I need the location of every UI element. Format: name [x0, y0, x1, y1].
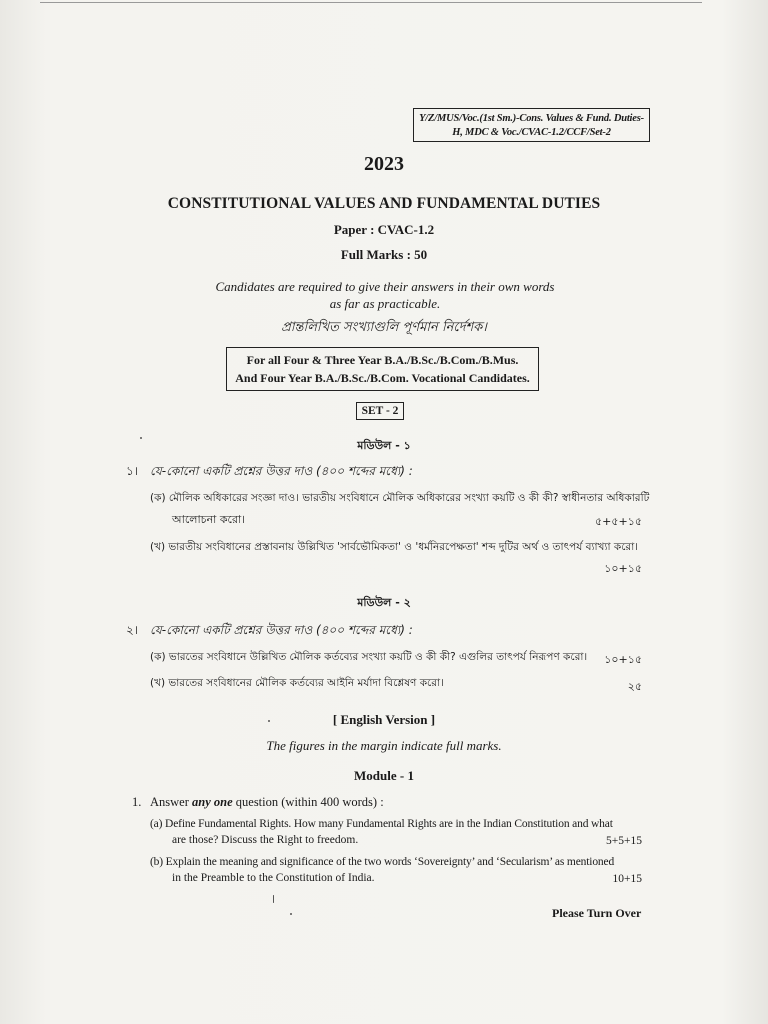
full-marks: Full Marks : 50 — [340, 247, 428, 262]
scan-speck — [268, 720, 270, 722]
english-q1b-line-1: (b) Explain the meaning and significance of the two words ‘Sovereignty’ and ‘Secularism’ as mentioned — [150, 856, 615, 868]
english-q1a-line-2: are those? Discuss the Right to freedom. — [172, 834, 359, 846]
paper-code: Paper : CVAC-1.2 — [333, 222, 435, 237]
bengali-q2-text: যে-কোনো একটি প্রশ্নের উত্তর দাও (৪০০ শব্দের মধ্যে) : — [150, 623, 413, 637]
bengali-module-2-heading: মডিউল - ২ — [357, 596, 411, 609]
paper-title: CONSTITUTIONAL VALUES AND FUNDAMENTAL DUTIES — [167, 195, 601, 212]
scan-speck — [290, 913, 292, 915]
bengali-q2b-marks: ২৫ — [627, 680, 642, 693]
english-q1-number: 1. — [132, 795, 142, 809]
english-module-1-heading: Module - 1 — [354, 768, 414, 783]
english-q1a-line-1: (a) Define Fundamental Rights. How many Fundamental Rights are in the Indian Constitution and what — [150, 818, 613, 830]
bengali-q1a-line-2: আলোচনা করো। — [172, 513, 246, 526]
english-version-heading: [ English Version ] — [332, 712, 436, 727]
set-badge: SET - 2 — [356, 402, 404, 420]
paper-code-line-1: Y/Z/MUS/Voc.(1st Sm.)-Cons. Values & Fund. Duties- — [419, 113, 644, 124]
paper-code-box — [413, 108, 650, 142]
bengali-q1a-marks: ৫+৫+১৫ — [595, 515, 642, 528]
candidates-line-1: For all Four & Three Year B.A./B.Sc./B.Com./B.Mus. — [246, 353, 519, 367]
instructions — [200, 278, 570, 312]
bengali-q1-number: ১। — [126, 464, 139, 478]
scan-speck — [273, 895, 274, 903]
bengali-q2-number: ২। — [126, 623, 139, 637]
bengali-q2b-line-1: (খ) ভারতের সংবিধানের মৌলিক কর্তব্যের আইনি মর্যাদা বিশ্লেষণ করো। — [150, 677, 444, 689]
english-q1b-marks: 10+15 — [612, 873, 642, 885]
bengali-q2a-marks: ১০+১৫ — [604, 653, 642, 666]
english-q1-post: question (within 400 words) : — [232, 795, 384, 809]
english-q1b-line-2: in the Preamble to the Constitution of India. — [172, 872, 375, 884]
english-q1-pre: Answer — [150, 795, 193, 809]
exam-year: 2023 — [364, 153, 404, 175]
candidates-box — [226, 347, 539, 391]
candidates-line-2: And Four Year B.A./B.Sc./B.Com. Vocational Candidates. — [235, 371, 530, 385]
scan-speck — [140, 437, 142, 439]
english-q1-text — [150, 795, 384, 810]
bengali-q1b-line-1: (খ) ভারতীয় সংবিধানের প্রস্তাবনায় উল্লিখিত 'সার্বভৌমিকতা' ও 'ধর্মনিরপেক্ষতা' শব্দ দুটির অর্থ ও তাৎপর্য ব্যাখ্যা করো। — [150, 541, 639, 553]
instruction-line-1: Candidates are required to give their answers in their own words — [215, 279, 555, 294]
instruction-bengali: প্রান্তলিখিত সংখ্যাগুলি পূর্ণমান নির্দেশক। — [281, 320, 487, 335]
please-turn-over: Please Turn Over — [552, 906, 642, 920]
bengali-q1b-marks: ১০+১৫ — [604, 562, 642, 575]
bengali-module-1-heading: মডিউল - ১ — [357, 439, 411, 452]
bengali-q1-text: যে-কোনো একটি প্রশ্নের উত্তর দাও (৪০০ শব্দের মধ্যে) : — [150, 464, 413, 478]
bengali-q1a-line-1: (ক) মৌলিক অধিকারের সংজ্ঞা দাও। ভারতীয় সংবিধানে মৌলিক অধিকারের সংখ্যা কয়টি ও কী কী? স্বাধীনতার অধিকারটি — [150, 492, 650, 504]
bengali-q2a-line-1: (ক) ভারতের সংবিধানে উল্লিখিত মৌলিক কর্তব্যের সংখ্যা কয়টি ও কী কী? এগুলির তাৎপর্য নিরূপণ করো। — [150, 651, 588, 663]
scan-edge-line — [40, 2, 702, 3]
english-q1-emphasis: any one — [192, 795, 233, 809]
english-q1a-marks: 5+5+15 — [606, 835, 642, 847]
paper-code-line-2: H, MDC & Voc./CVAC-1.2/CCF/Set-2 — [452, 127, 611, 138]
instruction-line-2: as far as practicable. — [329, 296, 441, 311]
margin-note: The figures in the margin indicate full marks. — [266, 738, 502, 753]
